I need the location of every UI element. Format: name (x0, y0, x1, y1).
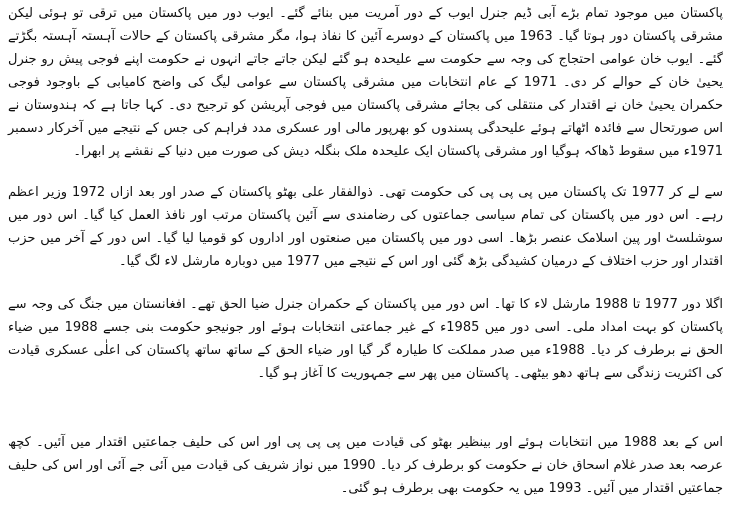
paragraph-1988-onward: اس کے بعد 1988 میں انتخابات ہوئے اور بینظیر بھٹو کی قیادت میں پی پی پی اور اس کی حلیف جماعتیں اقتدار میں آئیں۔ کچھ عرصہ بعد صدر غلام اسحاق خان نے حکومت کو برطرف کر دیا۔ 1990 میں نواز شریف کی قیادت میں آئی جے آئی اور اس کی حلیف جماعتیں اقتدار میں آئیں۔ 1993 میں یہ حکومت بھی برطرف ہو گئی۔ (8, 435, 723, 496)
paragraph-bhutto-era: سے لے کر 1977 تک پاکستان میں پی پی پی کی حکومت تھی۔ ذوالفقار علی بھٹو پاکستان کے صدر اور بعد ازاں 1972 وزیر اعظم رہے۔ اس دور میں پاکستان کی تمام سیاسی جماعتوں کی رضامندی سے آئین پاکستان مرتب اور نافذ العمل کیا گیا۔ اس دور میں سوشلسٹ اور پین اسلامک عنصر بڑھا۔ اسی دور میں پاکستان میں صنعتوں اور اداروں کو قومیا لیا گیا۔ اس دور کے آخر میں حزب اقتدار اور حزب اختلاف کے درمیان کشیدگی بڑھ گئی اور اس کے نتیجے میں 1977 میں دوبارہ مارشل لاء لگ گیا۔ (8, 185, 723, 269)
paragraph-zia-era: اگلا دور 1977 تا 1988 مارشل لاء کا تھا۔ اس دور میں پاکستان کے حکمران جنرل ضیا الحق تھے۔ افغانستان میں جنگ کی وجہ سے پاکستان کو بہت امداد ملی۔ اسی دور میں 1985ء کے غیر جماعتی انتخابات ہوئے اور جونیجو حکومت بنی جسے 1988 میں ضیاء الحق نے برطرف کر دیا۔ 1988ء میں صدر مملکت کا طیارہ گر گیا اور ضیاء الحق کے ساتھ ساتھ پاکستان کی اعلٰی عسکری قیادت کی اکثریت زندگی سے ہاتھ دھو بیٹھی۔ پاکستان میں پھر سے جمہوریت کا آغاز ہو گیا۔ (8, 297, 724, 381)
paragraph-ayub-era: پاکستان میں موجود تمام بڑے آبی ڈیم جنرل ایوب کے دور آمریت میں بنائے گئے۔ ایوب دور میں پاکستان میں ترقی تو ہوئی لیکن مشرقی پاکستان دور ہوتا گیا۔ 1963 میں پاکستان کے دوسرے آئین کا نفاذ ہوا، مگر مشرقی پاکستان کے حالات آہستہ آہستہ بگڑتے گئے۔ ایوب خان عوامی احتجاج کی وجہ سے حکومت سے علیحدہ ہو گئے لیکن جاتے جاتے انہوں نے حکومت اپنے فوجی پیش رو جنرل یحییٰ خان کے حوالے کر دی۔ 1971 کے عام انتخابات میں مشرقی پاکستان سے عوامی لیگ کی واضح کامیابی کے باوجود فوجی حکمران یحییٰ خان نے اقتدار کی منتقلی کی بجائے مشرقی پاکستان میں فوجی آپریشن کو ترجیح دی۔ کہا جاتا ہے کہ ہندوستان نے اس صورتحال سے فائدہ اٹھاتے ہوئے علیحدگی پسندوں کو بھرپور مالی اور عسکری مدد فراہم کی جس کے نتیجے میں آخرکار دسمبر 1971ء میں سقوط ڈھاکہ ہوگیا اور مشرقی پاکستان ایک علیحدہ ملک بنگلہ دیش کی صورت میں دنیا کے نقشے پر ابھرا۔ (8, 6, 724, 159)
